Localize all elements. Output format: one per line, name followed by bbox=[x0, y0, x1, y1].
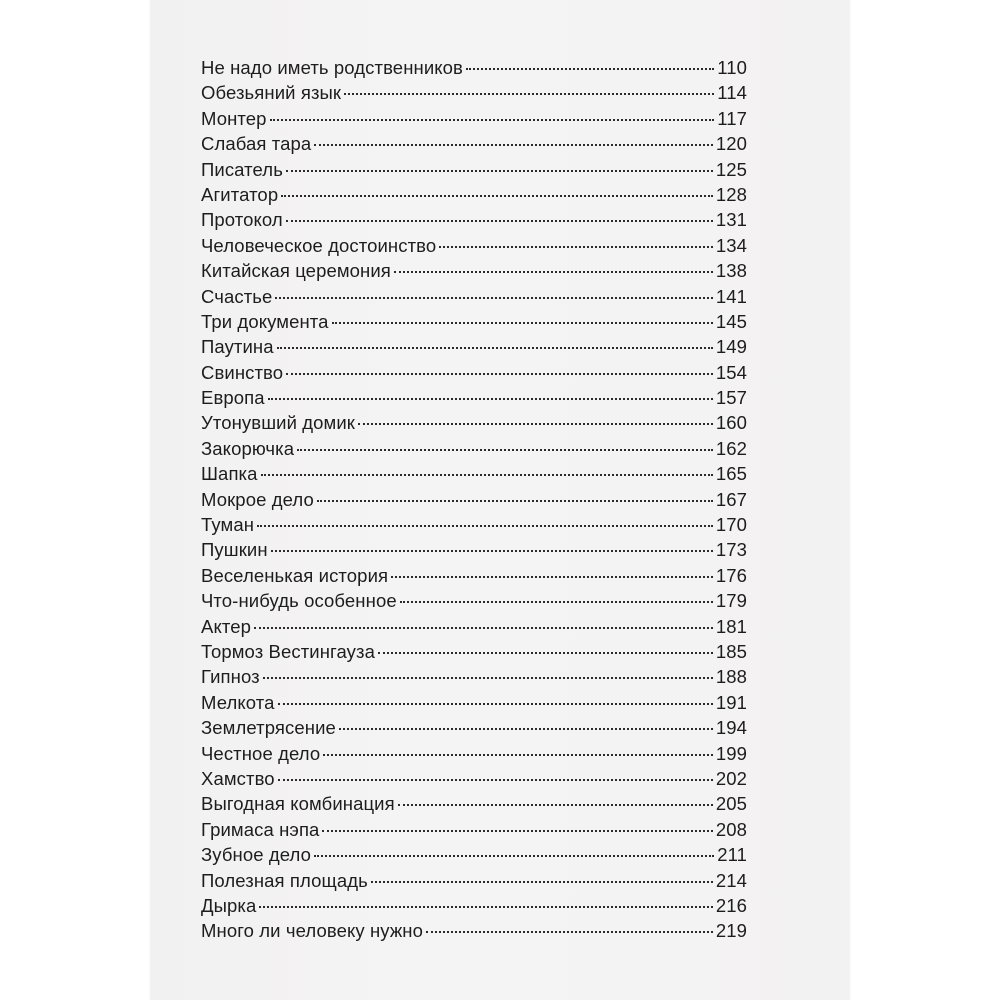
toc-entry-title: Счастье bbox=[201, 285, 273, 307]
toc-entry bbox=[201, 539, 747, 564]
toc-entry-title: Честное дело bbox=[201, 742, 321, 764]
dot-leader bbox=[371, 881, 713, 883]
toc-entry-title: Шапка bbox=[201, 463, 258, 485]
toc-entry bbox=[201, 463, 747, 488]
dot-leader bbox=[322, 830, 712, 832]
toc-entry-title: Хамство bbox=[201, 767, 275, 789]
toc-entry-page-number: 205 bbox=[715, 793, 747, 815]
toc-entry-page-number: 188 bbox=[715, 666, 747, 688]
toc-entry bbox=[201, 793, 747, 818]
dot-leader bbox=[257, 525, 713, 527]
toc-entry-page-number: 202 bbox=[715, 767, 747, 789]
toc-entry bbox=[201, 616, 747, 641]
toc-entry-page-number: 120 bbox=[715, 133, 747, 155]
dot-leader bbox=[281, 195, 713, 197]
dot-leader bbox=[297, 449, 713, 451]
toc-entry-title: Три документа bbox=[201, 310, 329, 332]
toc-entry-page-number: 125 bbox=[715, 158, 747, 180]
toc-entry-page-number: 214 bbox=[715, 869, 747, 891]
toc-entry-page-number: 185 bbox=[715, 640, 747, 662]
dot-leader bbox=[439, 246, 713, 248]
dot-leader bbox=[344, 93, 714, 95]
dot-leader bbox=[261, 474, 713, 476]
toc-entry-title: Мелкота bbox=[201, 691, 275, 713]
toc-entry bbox=[201, 819, 747, 844]
toc-entry bbox=[201, 844, 747, 869]
dot-leader bbox=[254, 627, 713, 629]
dot-leader bbox=[466, 68, 714, 70]
toc-entry-title: Веселенькая история bbox=[201, 564, 389, 586]
toc-entry-title: Тормоз Вестингауза bbox=[201, 640, 375, 662]
toc-entry-page-number: 138 bbox=[715, 260, 747, 282]
toc-entry-title: Китайская церемония bbox=[201, 260, 391, 282]
dot-leader bbox=[286, 220, 713, 222]
dot-leader bbox=[394, 271, 713, 273]
toc-entry-page-number: 219 bbox=[715, 920, 747, 942]
toc-entry-page-number: 131 bbox=[715, 209, 747, 231]
toc-entry bbox=[201, 666, 747, 691]
toc-entry-page-number: 114 bbox=[717, 82, 747, 104]
toc-entry-title: Монтер bbox=[201, 107, 267, 129]
toc-entry-page-number: 149 bbox=[715, 336, 747, 358]
dot-leader bbox=[270, 119, 715, 121]
toc-entry-page-number: 173 bbox=[715, 539, 747, 561]
dot-leader bbox=[268, 398, 713, 400]
toc-entry-page-number: 181 bbox=[715, 615, 747, 637]
toc-entry bbox=[201, 565, 747, 590]
toc-entry bbox=[201, 336, 747, 361]
dot-leader bbox=[275, 297, 712, 299]
toc-entry bbox=[201, 768, 747, 793]
toc-entry bbox=[201, 108, 747, 133]
toc-entry-title: Полезная площадь bbox=[201, 869, 368, 891]
dot-leader bbox=[286, 373, 713, 375]
dot-leader bbox=[286, 170, 713, 172]
toc-entry-page-number: 194 bbox=[715, 717, 747, 739]
toc-entry bbox=[201, 387, 747, 412]
dot-leader bbox=[398, 804, 713, 806]
toc-entry-page-number: 216 bbox=[715, 894, 747, 916]
toc-entry bbox=[201, 57, 747, 82]
dot-leader bbox=[314, 855, 714, 857]
dot-leader bbox=[259, 906, 712, 908]
toc-entry bbox=[201, 920, 747, 945]
toc-entry bbox=[201, 641, 747, 666]
toc-entry bbox=[201, 743, 747, 768]
toc-entry-page-number: 176 bbox=[715, 564, 747, 586]
toc-entry bbox=[201, 235, 747, 260]
toc-entry-page-number: 167 bbox=[715, 488, 747, 510]
toc-entry-page-number: 117 bbox=[717, 107, 747, 129]
toc-entry-page-number: 160 bbox=[715, 412, 747, 434]
toc-entry-title: Гипноз bbox=[201, 666, 260, 688]
toc-entry-title: Пушкин bbox=[201, 539, 268, 561]
toc-entry-title: Зубное дело bbox=[201, 844, 312, 866]
toc-entry bbox=[201, 895, 747, 920]
dot-leader bbox=[332, 322, 713, 324]
toc-entry-page-number: 199 bbox=[715, 742, 747, 764]
toc-entry-title: Обезьяний язык bbox=[201, 82, 342, 104]
dot-leader bbox=[323, 754, 713, 756]
toc-entry-page-number: 110 bbox=[717, 57, 747, 78]
toc-entry bbox=[201, 590, 747, 615]
toc-entry-title: Протокол bbox=[201, 209, 283, 231]
toc-entry-title: Что-нибудь особенное bbox=[201, 590, 397, 612]
dot-leader bbox=[277, 347, 713, 349]
toc-entry bbox=[201, 260, 747, 285]
toc-entry bbox=[201, 311, 747, 336]
toc-entry bbox=[201, 717, 747, 742]
dot-leader bbox=[278, 703, 713, 705]
toc-entry-page-number: 208 bbox=[715, 818, 747, 840]
toc-entry-title: Не надо иметь родственников bbox=[201, 57, 463, 78]
toc-entry-page-number: 162 bbox=[715, 437, 747, 459]
toc-entry bbox=[201, 870, 747, 895]
toc-entry-page-number: 128 bbox=[715, 183, 747, 205]
toc-entry-page-number: 145 bbox=[715, 310, 747, 332]
toc-entry-page-number: 141 bbox=[715, 285, 747, 307]
toc-entry-page-number: 179 bbox=[715, 590, 747, 612]
toc-entry bbox=[201, 692, 747, 717]
dot-leader bbox=[263, 677, 713, 679]
toc-entry-title: Утонувший домик bbox=[201, 412, 355, 434]
toc-entry bbox=[201, 209, 747, 234]
toc-entry-title: Писатель bbox=[201, 158, 283, 180]
dot-leader bbox=[426, 931, 713, 933]
dot-leader bbox=[317, 500, 713, 502]
toc-entry-title: Много ли человеку нужно bbox=[201, 920, 424, 942]
toc-entry-title: Выгодная комбинация bbox=[201, 793, 395, 815]
toc-entry-page-number: 157 bbox=[715, 387, 747, 409]
toc-entry bbox=[201, 514, 747, 539]
toc-entry bbox=[201, 438, 747, 463]
dot-leader bbox=[271, 550, 713, 552]
toc-entry bbox=[201, 184, 747, 209]
dot-leader bbox=[378, 652, 713, 654]
toc-entry bbox=[201, 159, 747, 184]
toc-entry bbox=[201, 412, 747, 437]
toc-entry-title: Паутина bbox=[201, 336, 274, 358]
toc-entry-title: Туман bbox=[201, 514, 255, 536]
toc-entry-page-number: 211 bbox=[717, 844, 747, 866]
dot-leader bbox=[400, 601, 713, 603]
toc-entry bbox=[201, 489, 747, 514]
toc-entry-title: Мокрое дело bbox=[201, 488, 314, 510]
toc-entry-title: Актер bbox=[201, 615, 251, 637]
dot-leader bbox=[391, 576, 713, 578]
toc-entry bbox=[201, 82, 747, 107]
toc-entry bbox=[201, 362, 747, 387]
toc-entry-title: Человеческое достоинство bbox=[201, 234, 437, 256]
toc-entry-title: Свинство bbox=[201, 361, 284, 383]
toc-entry-page-number: 165 bbox=[715, 463, 747, 485]
toc-entry-title: Землетрясение bbox=[201, 717, 336, 739]
toc-entry-title: Гримаса нэпа bbox=[201, 818, 320, 840]
toc-entry-page-number: 134 bbox=[715, 234, 747, 256]
toc-entry-title: Агитатор bbox=[201, 183, 279, 205]
toc-entry-page-number: 154 bbox=[715, 361, 747, 383]
toc-entry bbox=[201, 133, 747, 158]
toc-entry-title: Европа bbox=[201, 387, 265, 409]
dot-leader bbox=[339, 728, 713, 730]
toc-entry-page-number: 170 bbox=[715, 514, 747, 536]
toc-entry-page-number: 191 bbox=[715, 691, 747, 713]
toc-entry-title: Закорючка bbox=[201, 437, 295, 459]
dot-leader bbox=[314, 144, 713, 146]
toc-entry-title: Дырка bbox=[201, 894, 257, 916]
toc-entry bbox=[201, 286, 747, 311]
dot-leader bbox=[278, 779, 713, 781]
toc-entry-title: Слабая тара bbox=[201, 133, 312, 155]
dot-leader bbox=[358, 423, 713, 425]
table-of-contents bbox=[201, 57, 747, 946]
